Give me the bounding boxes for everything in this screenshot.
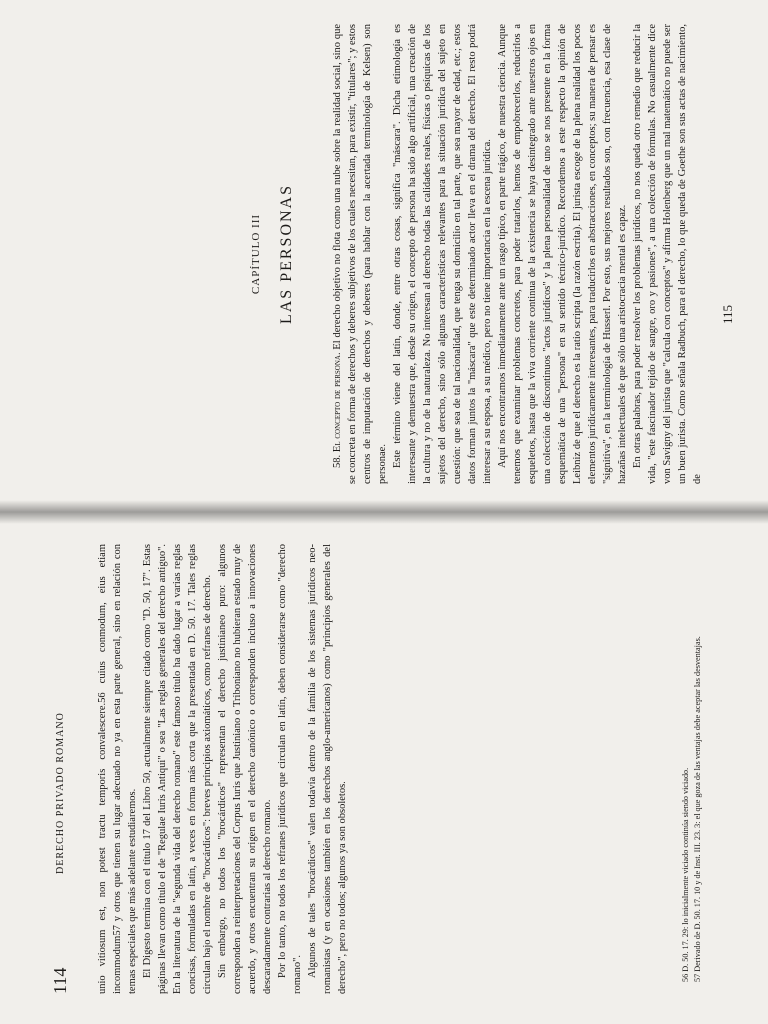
- paragraph: El Digesto termina con el título 17 del Libro 50, actualmente siempre citado como "D. 50, 17". Estas páginas llevan como título el de "Regulae Iuris Antiqui" o sea "Las reglas generales del derecho antiguo". En la literatura de la "segunda vida del derecho romano" este famoso título ha dado lugar a varias reglas concisas, formuladas en latín, a veces en forma más corta que la presentada en D. 50. 17. Tales reglas circulan bajo el nombre de "brocárdicos": breves principios axiomáticos, como refranes de derecho.: [142, 544, 213, 994]
- book-gutter: [0, 500, 768, 524]
- right-page: [20, 24, 760, 484]
- right-page-body: [330, 24, 705, 484]
- paragraph: Sin embargo, no todos los "brocárdicos" representan el derecho justinianeo puro: algunos corresponden a reinterpretaciones del Corpus Iuris que Justiniano o Triboniano no hubieran estado muy de acuerdo, y otros encuentran su origen en el derecho canónico o corresponden incluso a innovaciones descaradamente contrarias al derecho romano.: [217, 544, 273, 994]
- paragraph: En otras palabras, para poder resolver los problemas jurídicos, no nos queda otro remedio que reducir la vida, "este fascinador tejido de sangre, oro y pasiones", a una colección de fórmulas. No casualmente dice von Savigny del jurista que "calcula con conceptos" y afirma Holenberg que un mal matemático no puede ser un buen jurista. Como señala Radbuch, para el derecho, lo que queda de Goethe son sus actas de nacimiento, de: [632, 24, 703, 484]
- footnote: 56 D. 50. 17. 29: lo inicialmente viciado continúa siendo viciado.: [681, 767, 690, 982]
- chapter-label: CAPÍTULO III: [250, 213, 262, 295]
- left-page-body: [95, 544, 350, 994]
- paragraph: Algunos de tales "brocárdicos" valen todavía dentro de la familia de los sistemas jurídicos neo-romanistas (y en ocasiones también en los derechos anglo-americanos) como "principios generales del derecho", pero no todos; algunos ya son obsoletos.: [307, 544, 348, 994]
- chapter-title: LAS PERSONAS: [278, 183, 295, 325]
- section-lead: 58. El concepto de persona.: [332, 352, 343, 468]
- paragraph: Este término viene del latín, donde, entre otras cosas, significa "máscara". Dicha etimología es interesante y demuestra que, desde su origen, el concepto de persona ha sido algo artificial, una creación de la cultura y no de la naturaleza. No interesan al derecho todas las calidades reales, físicas o psíquicas de los sujetos del derecho, sino sólo algunas características relevantes para la situación jurídica del sujeto en cuestión: que sea de tal nacionalidad, que tenga su domicilio en tal parte, que sea mayor de edad, etc.; estos datos forman juntos la "máscara" que este determinado actor lleva en el drama del derecho. El resto podrá interesar a su esposa, a su médico, pero no tiene importancia en la escena jurídica.: [392, 24, 493, 484]
- right-page-number: 115: [720, 304, 735, 324]
- left-page-number: 114: [50, 967, 70, 994]
- paragraph-text: El derecho objetivo no flota como una nube sobre la realidad social, sino que se concreta en forma de derechos y deberes subjetivos de los cuales necesitan, para existir, "titulares"; y estos centros de imputación de derechos y deberes (para hablar con la acertada terminología de Kelsen) son personae.: [332, 24, 388, 484]
- left-page: [20, 544, 750, 994]
- paragraph: Aquí nos encontramos inmediatamente ante un rasgo típico, en parte trágico, de nuestra ciencia. Aunque tenemos que examinar problemas concretos, para poder tratarlos, hemos de empobrecerlos, reducirlos a esqueletos, hasta que la viva corriente continua de la existencia se haya desintegrado ante nuestros ojos en una colección de discontinuos "actos jurídicos" y la plena personalidad de uno se nos presente en la forma esquemática de una "persona" en su sentido técnico-jurídico. Recordemos a este respecto la opinión de Leibniz de que el derecho es la ratio scripta (la razón escrita). El jurista escoge de la plena realidad los pocos elementos jurídicamente interesantes, para traducirlos en abstracciones, en conceptos; su manera de pensar es "signitiva", en la terminología de Husserl. Por esto, sus mejores resultados son, con frecuencia, esa clase de hazañas intelectuales de que sólo una aristocracia mental es capaz.: [497, 24, 628, 484]
- paragraph: Por lo tanto, no todos los refranes jurídicos que circulan en latín, deben considerarse como "derecho romano".: [277, 544, 303, 994]
- running-head: DERECHO PRIVADO ROMANO: [55, 712, 66, 874]
- footnote: 57 Derivado de D. 50. 17. 10 y de Inst. III. 23. 3: el que goza de las ventajas debe aceptar las desventajas.: [693, 636, 702, 982]
- footnotes: [680, 544, 704, 994]
- left-page-header: [50, 544, 74, 994]
- paragraph: unio vitiosum est, non potest tractu temporis convalescere.56 cuius conmodum, eius etiam incommodum57 y otros que tienen su lugar adecuado no ya en esta parte general, sino en relación con temas especiales que más adelante estudiaremos.: [97, 544, 138, 994]
- paragraph: [330, 24, 390, 484]
